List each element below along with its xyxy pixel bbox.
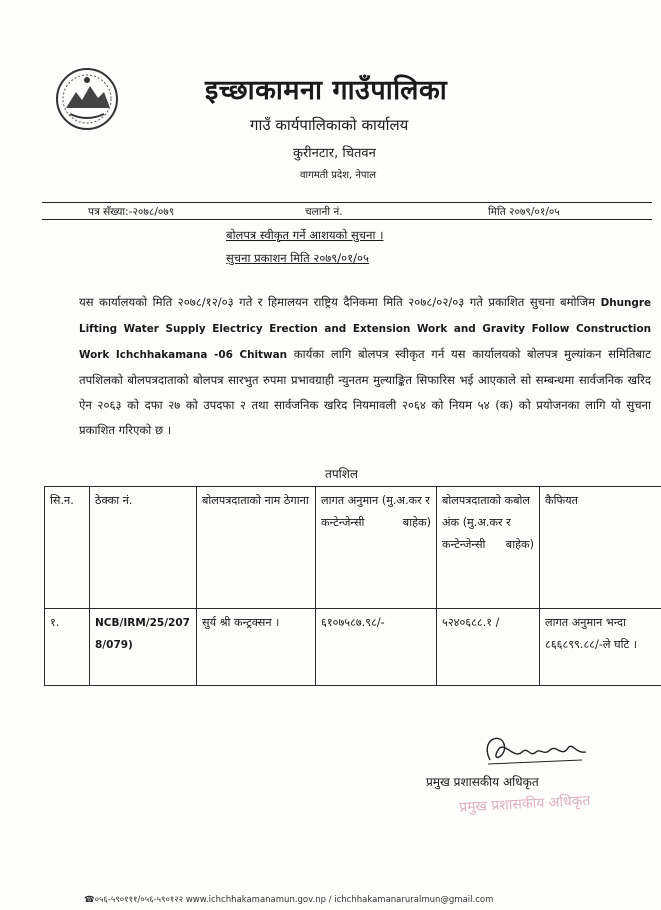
notice-body-part2: कार्यका लागि बोलपत्र स्वीकृत गर्न यस कार्यालयको बोलपत्र मुल्यांकन समितिबाट तपशिलको बोलपत्रदाताको बोलपत्र सारभुत रुपमा प्रभावग्राही न्युनतम मुल्याङ्कित सिफारिस भई आएकाले सो सम्बन्धमा सार्वजनिक खरिद ऐन २०६३ को दफा २७ को उपदफा २ तथा सार्वजनिक खरिद नियमावली २०६४ को नियम ५४ (क) को प्रयोजनका लागि यो सुचना प्रकाशित गरिएको छ । [79,347,651,437]
cell-bidder: सुर्य श्री कन्ट्रक्सन । [197,609,316,686]
project-name: Dhungre Lifting Water Supply Electricy Erection and Extension Work and Gravity Follow Construction Work Ichchhakamana -06 Chitwan [79,297,651,361]
office-subtitle: गाउँ कार्यपालिकाको कार्यालय [250,116,409,134]
cell-contract-no: NCB/IRM/25/2078/079) [90,609,197,686]
table-row [45,609,661,686]
office-stamp-image [455,788,605,818]
cell-estimate: ६१०७५८७.९८/- [316,609,437,686]
office-name: इच्छाकामना गाउँपालिका [205,75,448,106]
bid-table [44,486,661,686]
divider-bottom [42,219,652,220]
footer-contact: ☎०५६-५९०१११/०५६-५९०१२२ www.ichchhakamanamun.gov.np / ichchhakamanaruralmun@gmail.com [84,895,494,905]
notice-body-part1: यस कार्यालयको मिति २०७८/१२/०३ गते र हिमालयन राष्ट्रिय दैनिकमा मिति २०७८/०२/०३ गते प्रकाशित सुचना बमोजिम [79,295,601,309]
signatory-title: प्रमुख प्रशासकीय अधिकृत [426,775,539,789]
letter-date: मिति २०७९/०१/०५ [488,206,560,218]
office-state: वागमती प्रदेश, नेपाल [300,170,376,181]
dispatch-number: चलानी नं. [305,206,343,218]
notice-body [79,290,651,443]
svg-text:प्रमुख प्रशासकीय अधिकृत: प्रमुख प्रशासकीय अधिकृत [458,792,591,816]
cell-remarks: लागत अनुमान भन्दा ८६६८९९.८८/-ले घटि । [540,609,661,686]
notice-publish-date: सुचना प्रकाशन मिति २०७९/०१/०५ [226,251,369,265]
nepal-emblem-icon [52,64,122,134]
table-header-row [45,487,661,609]
header-bidder: बोलपत्रदाताको नाम ठेगाना [197,487,316,609]
cell-bid-amount: ५२४०६८८.१ / [437,609,540,686]
header-contract-no: ठेक्का नं. [90,487,197,609]
office-place: कुरीनटार, चितवन [293,146,376,161]
divider-top [42,202,652,203]
table-caption: तपशिल [325,467,359,481]
header-bid-amount: बोलपत्रदाताको कबोल अंक (मु.अ.कर र कन्टेन्जेन्सी बाहेक) [437,487,540,609]
header-estimate: लागत अनुमान (मु.अ.कर र कन्टेन्जेन्सी बाहेक) [316,487,437,609]
header-remarks: कैफियत [540,487,661,609]
notice-heading: बोलपत्र स्वीकृत गर्ने आशयको सुचना । [226,228,384,242]
cell-sn: १. [45,609,90,686]
header-sn: सि.न. [45,487,90,609]
signature-image [470,730,590,770]
letter-ref-number: पत्र सँख्या:-२०७८/०७९ [88,206,175,218]
